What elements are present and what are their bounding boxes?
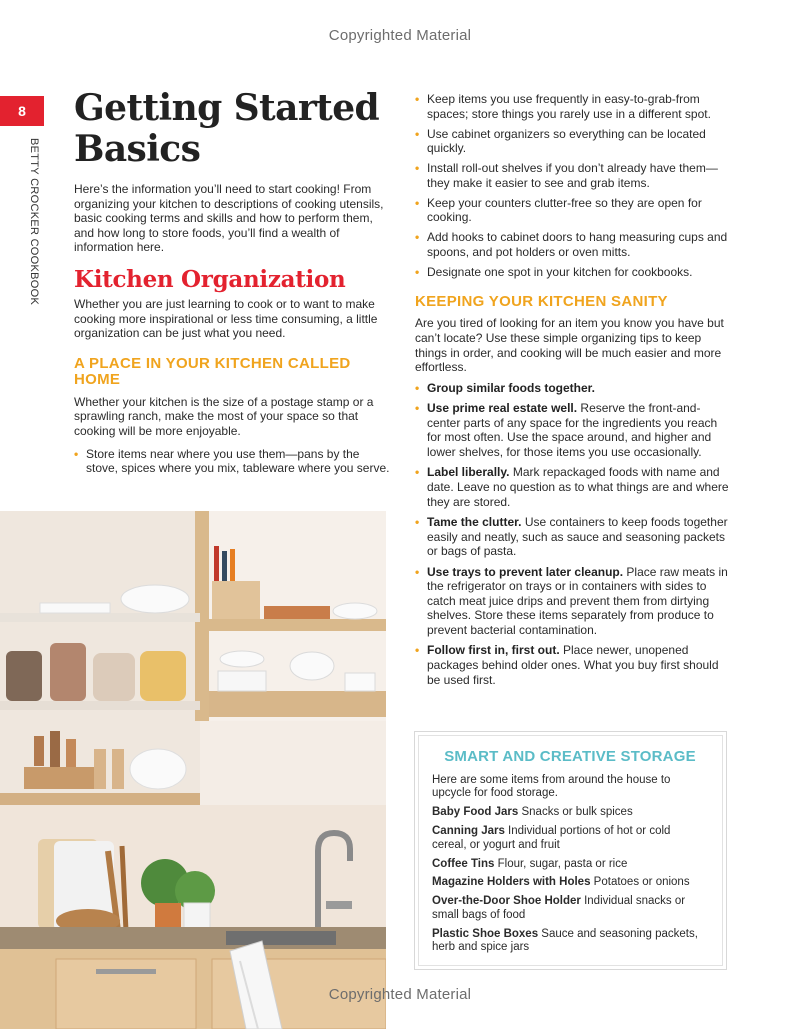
storage-item [432,858,708,871]
tips-list [415,381,730,687]
tip-item [415,465,730,509]
kitchen-shelves-photo [0,511,386,1029]
tip-text: Mark repackaged foods with name and date. Leave no question as to what things are and where they are stored. [427,465,729,509]
storage-title: SMART AND CREATIVE STORAGE [444,748,696,765]
right-column [415,92,730,693]
tip-lead: Use prime real estate well. [427,401,578,416]
left-bullet-list [74,447,390,476]
right-bullet-list [415,92,730,279]
storage-sidebar-box [414,731,727,970]
tip-item [415,515,730,559]
storage-item-text: Potatoes or onions [590,876,690,889]
intro-paragraph: Here’s the information you’ll need to start cooking! From organizing your kitchen to descriptions of cooking utensils, basic cooking terms and skills and how to perform them, and how long to store foods, you’ll find a wealth of information here. [74,182,384,255]
storage-item [432,928,708,955]
bullet-item: • Keep your counters clutter-free so they are open for cooking. [415,196,730,225]
tip-lead: Tame the clutter. [427,515,522,529]
copyright-watermark-bottom: Copyrighted Material [328,986,472,1003]
storage-item-text: Sauce and seasoning packets, herb and spice jars [432,927,698,954]
storage-item [432,806,708,819]
storage-item-lead: Over-the-Door Shoe Holder [432,895,581,908]
storage-intro: Here are some items from around the house to upcycle for food storage. [432,774,671,800]
bullet-item: • Add hooks to cabinet doors to hang measuring cups and spoons, and pot holders or oven mitts. [415,230,730,259]
storage-item [432,895,708,922]
bullet-item: • Keep items you use frequently in easy-to-grab-from spaces; store things you rarely use in a different spot. [415,92,730,121]
storage-item [432,876,708,889]
page-title: Getting Started Basics [74,87,380,170]
page-number: 8 [0,96,44,126]
tip-item [415,565,730,638]
tip-lead: Use trays to prevent later cleanup. [427,564,624,579]
book-title-vertical: BETTY CROCKER COOKBOOK [28,138,40,306]
section-paragraph: Whether you are just learning to cook or to want to make cooking more inspirational or less time consuming, a little organization can be just what you need. [74,296,378,341]
bullet-item: • Store items near where you use them—pans by the stove, spices where you mix, tableware where you serve. [74,447,390,476]
tip-text: Use containers to keep foods together easily and neatly, such as sauce and seasoning packets or bags of pasta. [427,515,728,559]
tip-item [415,381,730,396]
subhead-kitchen-sanity: KEEPING YOUR KITCHEN SANITY [415,293,668,311]
storage-item-lead: Baby Food Jars [432,806,519,819]
storage-item-lead: Magazine Holders with Holes [432,876,591,889]
storage-item-lead: Canning Jars [432,825,505,838]
tip-item [415,643,730,687]
bullet-item: • Use cabinet organizers so everything can be located quickly. [415,127,730,156]
storage-item-text: Flour, sugar, pasta or rice [494,857,628,870]
tip-item [415,401,730,459]
storage-item-text: Snacks or bulk spices [518,806,633,819]
tip-lead: Follow first in, first out. [427,643,560,658]
storage-item [432,825,708,852]
copyright-watermark-top: Copyrighted Material [328,27,472,44]
sanity-paragraph: Are you tired of looking for an item you know you have but can’t locate? Use these simple organizing tips to keep things in order, and cooking will be much easier and more effortless. [415,316,724,375]
left-column [74,88,390,481]
tip-text: Reserve the front-and-center parts of any space for the ingredients you reach for most often. Use the space around, and higher and lower shelves, for those items you use occasionally. [427,401,718,460]
storage-item-lead: Plastic Shoe Boxes [432,927,539,940]
tip-lead: Group similar foods together. [427,380,596,395]
bullet-item: • Designate one spot in your kitchen for cookbooks. [415,265,730,280]
subhead-paragraph: Whether your kitchen is the size of a postage stamp or a sprawling ranch, make the most of your space so that cooking will be more enjoyable. [74,394,374,438]
bullet-item: • Install roll-out shelves if you don’t already have them—they make it easier to see and grab items. [415,161,730,190]
subhead-place-in-kitchen: A PLACE IN YOUR KITCHEN CALLED HOME [74,354,351,388]
storage-item-lead: Coffee Tins [432,857,495,870]
storage-item-text: Individual portions of hot or cold cereal, or yogurt and fruit [432,825,671,851]
storage-item-text: Individual snacks or small bags of food [432,895,686,921]
section-title-kitchen-organization: Kitchen Organization [74,265,346,293]
tip-lead: Label liberally. [427,465,510,480]
storage-sidebar-inner [418,735,723,966]
tip-text: Place newer, unopened packages behind older ones. What you buy first should be used first. [427,643,719,687]
tip-text: Place raw meats in the refrigerator on trays or in containers with sides to catch meat juice drips and prevent them from dirtying shelves. Store these items separately from produce to prevent bacterial contamination. [427,564,728,637]
